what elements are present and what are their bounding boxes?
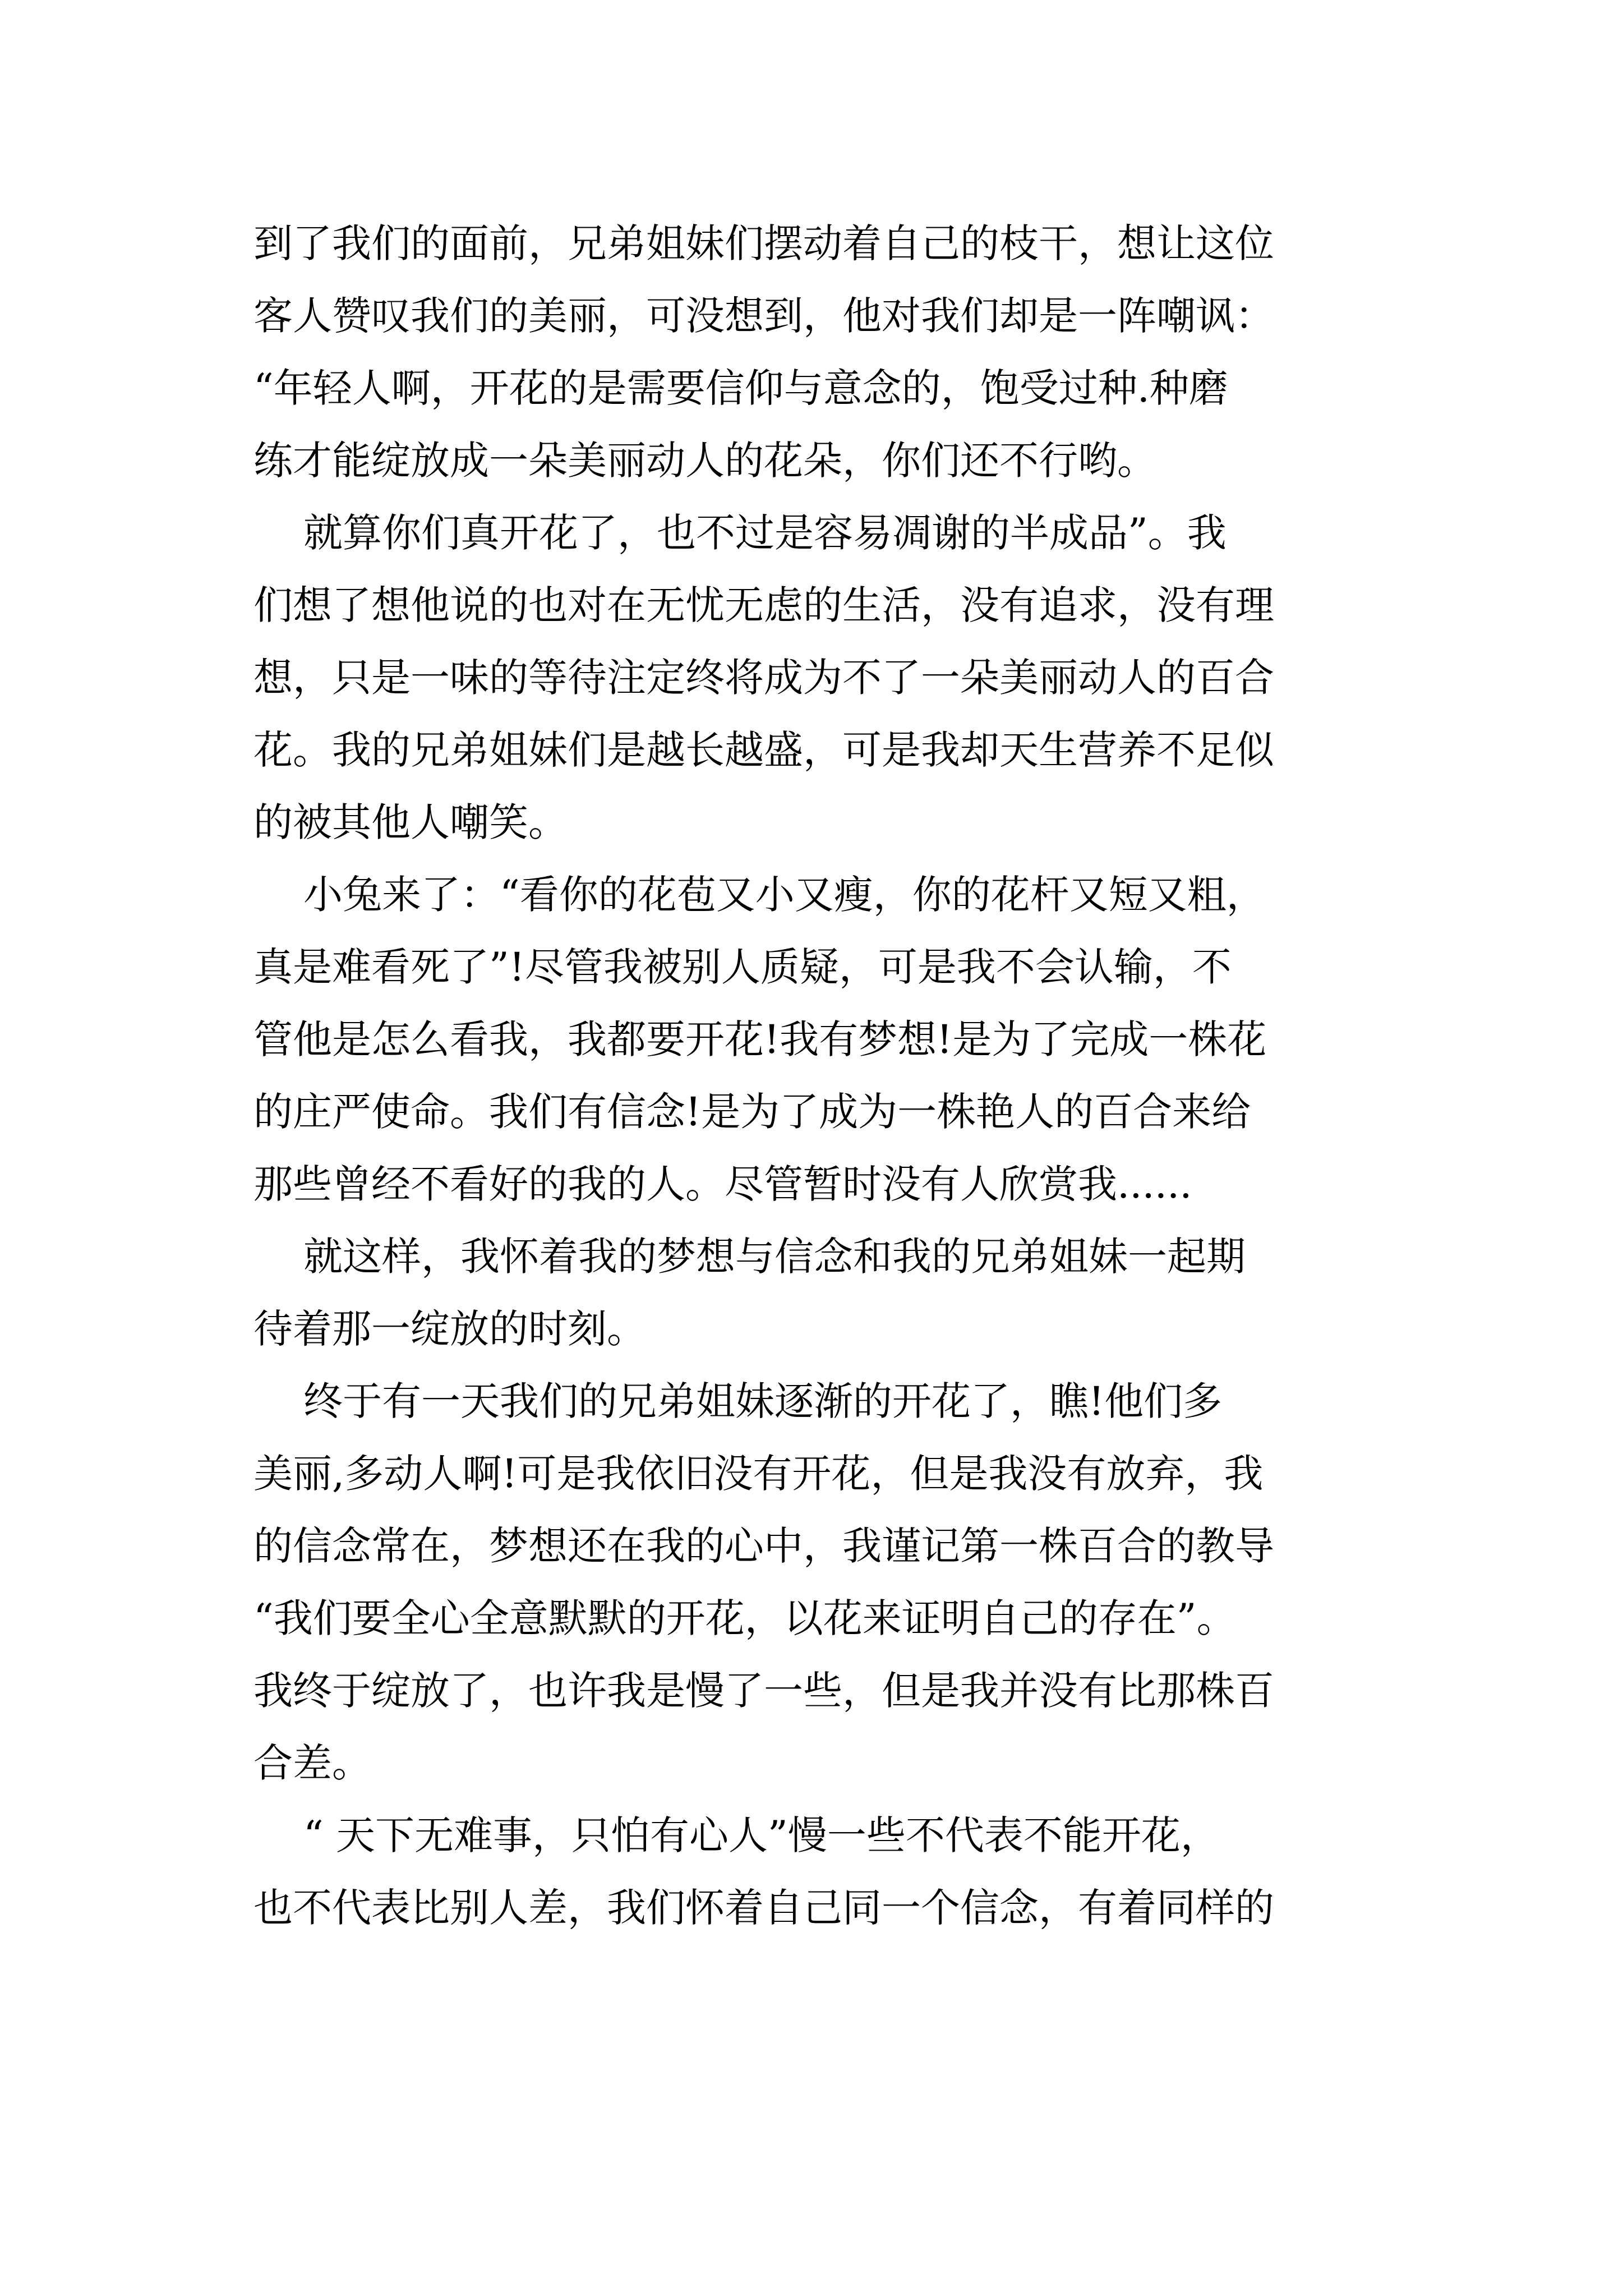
text-line: 管他是怎么看我，我都要开花!我有梦想!是为了完成一株花 bbox=[253, 1016, 1267, 1062]
text-line: 的信念常在，梦想还在我的心中，我谨记第一株百合的教导 bbox=[253, 1523, 1274, 1569]
text-line: 想，只是一味的等待注定终将成为不了一朵美丽动人的百合 bbox=[253, 655, 1274, 701]
text-line: 合差。 bbox=[253, 1740, 371, 1786]
text-line: 到了我们的面前，兄弟姐妹们摆动着自己的枝干，想让这位 bbox=[253, 220, 1274, 266]
text-line: “ 天下无难事，只怕有心人”慢一些不代表不能开花， bbox=[253, 1812, 1220, 1858]
text-line: 的庄严使命。我们有信念!是为了成为一株艳人的百合来给 bbox=[253, 1089, 1251, 1135]
text-line: 小兔来了：“看你的花苞又小又瘦，你的花杆又短又粗， bbox=[253, 872, 1266, 918]
text-line: 就算你们真开花了，也不过是容易凋谢的半成品”。我 bbox=[253, 510, 1227, 556]
text-line: 真是难看死了”!尽管我被别人质疑，可是我不会认输，不 bbox=[253, 944, 1232, 990]
text-line: “我们要全心全意默默的开花，以花来证明自己的存在”。 bbox=[253, 1595, 1236, 1641]
text-line: 就这样，我怀着我的梦想与信念和我的兄弟姐妹一起期 bbox=[253, 1234, 1246, 1280]
text-line: 终于有一天我们的兄弟姐妹逐渐的开花了，瞧!他们多 bbox=[253, 1378, 1223, 1424]
text-line: 也不代表比别人差，我们怀着自己同一个信念，有着同样的 bbox=[253, 1885, 1274, 1931]
text-line: 的被其他人嘲笑。 bbox=[253, 799, 568, 845]
text-line: “年轻人啊，开花的是需要信仰与意念的，饱受过种.种磨 bbox=[253, 365, 1229, 411]
text-line: 花。我的兄弟姐妹们是越长越盛，可是我却天生营养不足似 bbox=[253, 727, 1274, 773]
text-line: 们想了想他说的也对在无忧无虑的生活，没有追求，没有理 bbox=[253, 582, 1274, 628]
text-line: 我终于绽放了，也许我是慢了一些，但是我并没有比那株百 bbox=[253, 1668, 1274, 1714]
text-line: 练才能绽放成一朵美丽动人的花朵，你们还不行哟。 bbox=[253, 438, 1156, 484]
text-line: 客人赞叹我们的美丽，可没想到，他对我们却是一阵嘲讽： bbox=[253, 293, 1274, 339]
text-line: 美丽,多动人啊!可是我依旧没有开花，但是我没有放弃，我 bbox=[253, 1451, 1264, 1497]
text-line: 那些曾经不看好的我的人。尽管暂时没有人欣赏我...... bbox=[253, 1161, 1192, 1207]
document-body-text bbox=[253, 208, 1392, 1944]
text-line: 待着那一绽放的时刻。 bbox=[253, 1306, 646, 1352]
